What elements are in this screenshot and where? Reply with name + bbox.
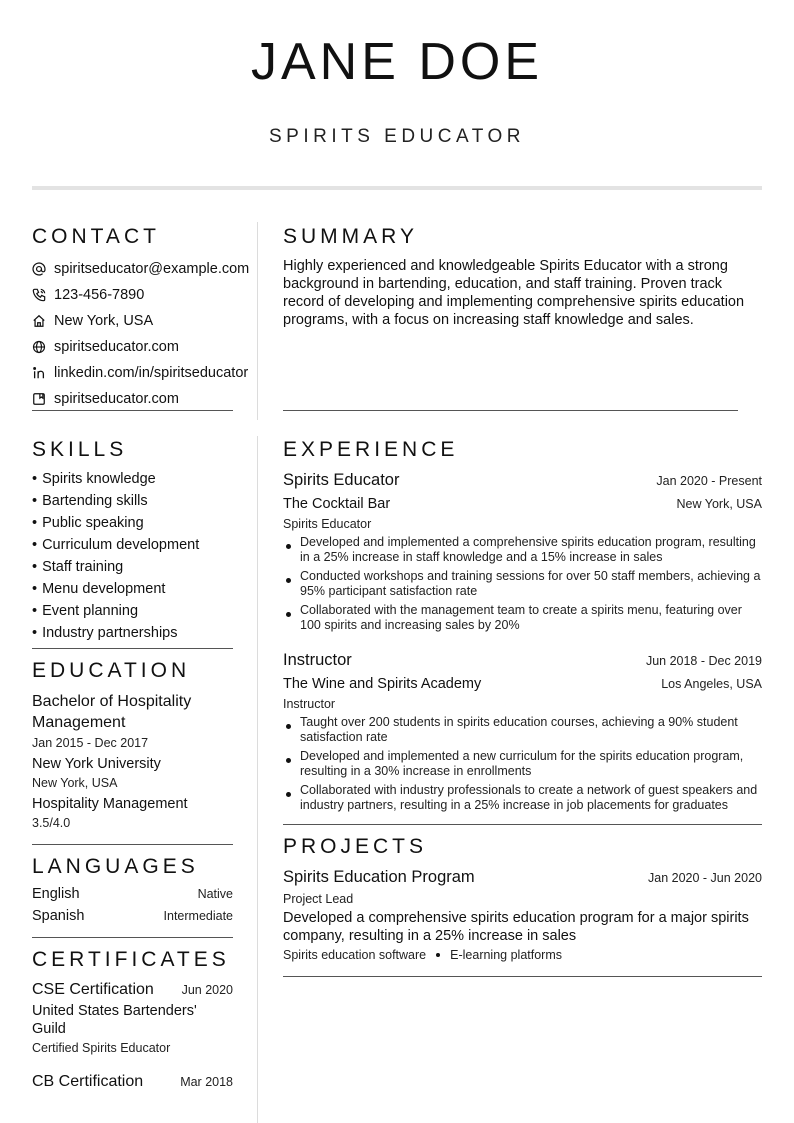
job-role: Instructor <box>283 651 352 669</box>
experience-heading: EXPERIENCE <box>283 438 459 461</box>
projects-heading: PROJECTS <box>283 835 428 858</box>
experience-entry <box>283 469 762 637</box>
contact-phone[interactable] <box>32 282 272 308</box>
header-divider <box>32 186 762 190</box>
projects-divider <box>283 976 762 977</box>
summary-heading: SUMMARY <box>283 225 418 248</box>
skills-heading: SKILLS <box>32 438 128 461</box>
job-bullet: Collaborated with the management team to create a spirits menu, featuring over 100 spirits and increasing sales by 20% <box>283 603 762 633</box>
project-tags <box>283 948 762 962</box>
project-description: Developed a comprehensive spirits education program for a major spirits company, resulting in a 25% increase in sales <box>283 910 749 944</box>
education-school: New York University <box>32 756 161 772</box>
job-bullet: Collaborated with industry professionals to create a network of guest speakers and industry partners, resulting in a 25% increase in job placements for graduates <box>283 783 762 813</box>
contact-portfolio[interactable] <box>32 386 272 412</box>
at-icon <box>32 262 46 276</box>
skill-item: • Curriculum development <box>32 534 199 556</box>
language-row <box>32 908 233 924</box>
job-company: The Wine and Spirits Academy <box>283 676 482 692</box>
resume-name: JANE DOE <box>250 33 544 91</box>
job-bullet: Developed and implemented a new curriculum for the spirits education program, resulting in a 30% increase in enrollments <box>283 749 762 779</box>
summary-text: Highly experienced and knowledgeable Spirits Educator with a strong background in bartending, education, and staff training. Proven track record of developing and implementing comprehensive spirits education programs, with a focus on increasing staff knowledge and sales. <box>283 258 745 328</box>
certificates-heading: CERTIFICATES <box>32 948 230 971</box>
contact-divider <box>32 410 233 411</box>
certificate-issuer: United States Bartenders' Guild <box>32 1003 197 1037</box>
contact-heading: CONTACT <box>32 225 160 248</box>
job-dates: Jun 2018 - Dec 2019 <box>645 654 762 668</box>
certificate-name: CSE Certification <box>32 981 154 998</box>
certificate-detail: Certified Spirits Educator <box>32 1041 171 1055</box>
contact-email-text: spiritseducator@example.com <box>54 261 250 277</box>
language-row <box>32 886 233 902</box>
phone-icon <box>32 288 46 302</box>
contact-phone-text: 123-456-7890 <box>54 287 145 303</box>
language-level: Native <box>197 887 233 901</box>
education-major: Hospitality Management <box>32 796 188 812</box>
education-degree: Bachelor of Hospitality Management <box>32 693 192 731</box>
portfolio-icon <box>32 392 46 406</box>
project-role: Project Lead <box>283 892 354 906</box>
job-bullets <box>283 715 762 813</box>
contact-email[interactable] <box>32 256 272 282</box>
language-level: Intermediate <box>163 909 233 923</box>
job-bullets <box>283 535 762 633</box>
contact-list <box>32 256 272 412</box>
job-company: The Cocktail Bar <box>283 496 391 512</box>
job-bullet: Taught over 200 students in spirits education courses, achieving a 90% student satisfaction rate <box>283 715 762 745</box>
job-bullet: Conducted workshops and training sessions for over 50 staff members, achieving a 95% participant satisfaction rate <box>283 569 762 599</box>
certificate-name: CB Certification <box>32 1073 144 1090</box>
language-name: English <box>32 886 80 902</box>
project-tag: Spirits education software <box>283 948 427 962</box>
languages-divider <box>32 937 233 938</box>
certificate-entry <box>32 1071 233 1092</box>
education-entry <box>32 691 232 832</box>
education-heading: EDUCATION <box>32 659 191 682</box>
skills-divider <box>32 648 233 649</box>
language-name: Spanish <box>32 908 85 924</box>
education-gpa: 3.5/4.0 <box>32 816 71 830</box>
contact-portfolio-text: spiritseducator.com <box>54 391 179 407</box>
contact-website[interactable] <box>32 334 272 360</box>
languages-heading: LANGUAGES <box>32 855 199 878</box>
contact-linkedin-text: linkedin.com/in/spiritseducator <box>54 365 249 381</box>
linkedin-icon <box>32 366 46 380</box>
job-location: New York, USA <box>676 497 762 511</box>
experience-divider <box>283 824 762 825</box>
job-subtitle: Spirits Educator <box>283 517 372 531</box>
contact-location <box>32 308 272 334</box>
contact-website-text: spiritseducator.com <box>54 339 179 355</box>
resume-title: SPIRITS EDUCATOR <box>268 126 526 147</box>
education-location: New York, USA <box>32 776 118 790</box>
column-divider <box>257 436 258 1123</box>
project-entry <box>283 866 762 962</box>
education-divider <box>32 844 233 845</box>
contact-location-text: New York, USA <box>54 313 154 329</box>
job-subtitle: Instructor <box>283 697 336 711</box>
skill-item: • Bartending skills <box>32 490 199 512</box>
skill-item: • Menu development <box>32 578 199 600</box>
project-tag: E-learning platforms <box>450 948 562 962</box>
job-role: Spirits Educator <box>283 471 400 489</box>
job-location: Los Angeles, USA <box>661 677 762 691</box>
job-bullet: Developed and implemented a comprehensive spirits education program, resulting in a 25% increase in staff knowledge and a 15% increase in sales <box>283 535 762 565</box>
experience-entry <box>283 649 762 817</box>
skill-item: • Industry partnerships <box>32 622 199 644</box>
project-name: Spirits Education Program <box>283 868 475 886</box>
globe-icon <box>32 340 46 354</box>
skill-item: • Spirits knowledge <box>32 468 199 490</box>
project-dates: Jan 2020 - Jun 2020 <box>648 871 762 885</box>
skill-item: • Public speaking <box>32 512 199 534</box>
contact-linkedin[interactable] <box>32 360 272 386</box>
home-icon <box>32 314 46 328</box>
job-dates: Jan 2020 - Present <box>656 474 762 488</box>
tag-separator-dot <box>436 953 440 957</box>
summary-divider <box>283 410 738 411</box>
skill-item: • Event planning <box>32 600 199 622</box>
certificate-date: Jun 2020 <box>181 983 233 997</box>
skill-item: • Staff training <box>32 556 199 578</box>
skills-list <box>32 468 199 644</box>
education-dates: Jan 2015 - Dec 2017 <box>32 736 149 750</box>
certificate-date: Mar 2018 <box>180 1075 233 1089</box>
certificate-entry <box>32 979 233 1057</box>
